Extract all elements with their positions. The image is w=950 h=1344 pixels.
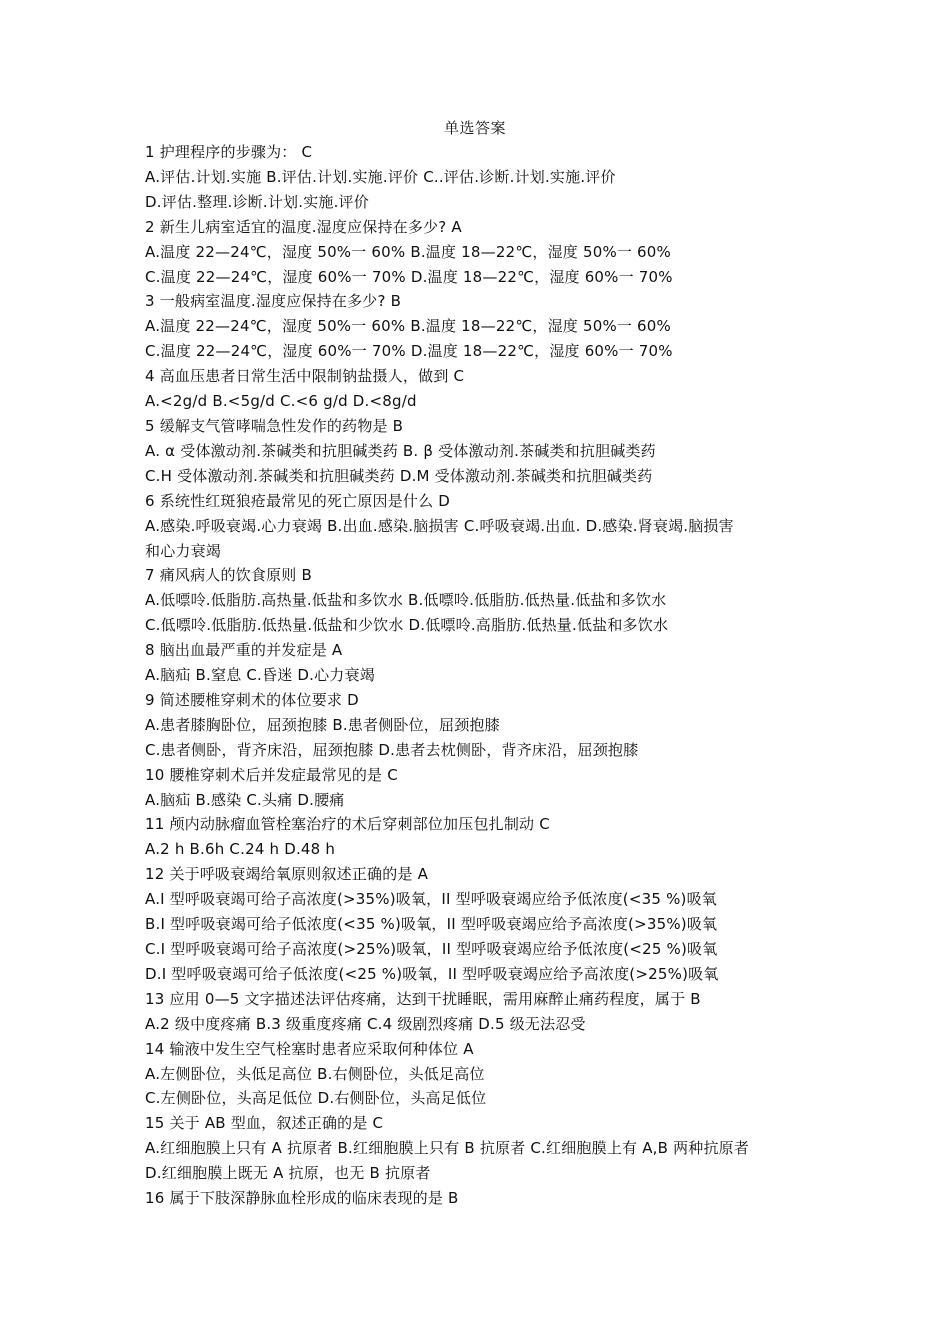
question-12-option-c: C.I 型呼吸衰竭可给子高浓度(>25%)吸氧，II 型呼吸衰竭应给予低浓度(<25 %)吸氧 [145, 940, 718, 958]
question-10: 10 腰椎穿刺术后并发症最常见的是 C [145, 765, 398, 784]
question-16: 16 属于下肢深静脉血栓形成的临床表现的是 B [145, 1189, 459, 1208]
question-1: 1 护理程序的步骤为： C [145, 143, 313, 161]
question-13-options: A.2 级中度疼痛 B.3 级重度疼痛 C.4 级剧烈疼痛 D.5 级无法忍受 [145, 1014, 586, 1033]
question-9: 9 简述腰椎穿刺术的体位要求 D [145, 690, 359, 709]
question-3-options-a-b: A.温度 22—24℃，湿度 50%一 60% B.温度 18—22℃，湿度 50%一 60% [145, 317, 672, 336]
question-13: 13 应用 0—5 文字描述法评估疼痛，达到干扰睡眠，需用麻醉止痛药程度，属于 B [145, 989, 701, 1008]
question-6-options-continued: 和心力衰竭 [145, 541, 222, 560]
question-15: 15 关于 AB 型血，叙述正确的是 C [145, 1114, 384, 1133]
question-2: 2 新生儿病室适宜的温度.湿度应保持在多少? A [145, 217, 462, 236]
question-4-options: A.<2g/d B.<5g/d C.<6 g/d D.<8g/d [145, 392, 417, 411]
question-6-options: A.感染.呼吸衰竭.心力衰竭 B.出血.感染.脑损害 C.呼吸衰竭.出血. D.感染.肾衰竭.脑损害 [145, 516, 734, 535]
question-11-options: A.2 h B.6h C.24 h D.48 h [145, 840, 336, 859]
question-10-options: A.脑疝 B.感染 C.头痛 D.腰痛 [145, 790, 345, 809]
question-15-options-a-c: A.红细胞膜上只有 A 抗原者 B.红细胞膜上只有 B 抗原者 C.红细胞膜上有 A,B 两种抗原者 [145, 1139, 750, 1158]
question-8: 8 脑出血最严重的并发症是 A [145, 641, 343, 660]
question-15-option-d: D.红细胞膜上既无 A 抗原，也无 B 抗原者 [145, 1164, 431, 1183]
document-content [145, 140, 815, 1211]
question-5-options-a-b: A. α 受体激动剂.茶碱类和抗胆碱类药 B. β 受体激动剂.茶碱类和抗胆碱类药 [145, 441, 656, 460]
question-2-options-c-d: C.温度 22—24℃，湿度 60%一 70% D.温度 18—22℃，湿度 60%一 70% [145, 267, 673, 286]
question-11: 11 颅内动脉瘤血管栓塞治疗的术后穿刺部位加压包扎制动 C [145, 815, 550, 834]
question-12-option-b: B.I 型呼吸衰竭可给子低浓度(<35 %)吸氧，II 型呼吸衰竭应给予高浓度(>35%)吸氧 [145, 915, 718, 934]
question-7: 7 痛风病人的饮食原则 B [145, 566, 312, 585]
question-2-options-a-b: A.温度 22—24℃，湿度 50%一 60% B.温度 18—22℃，湿度 50%一 60% [145, 242, 672, 261]
question-14-options-a-b: A.左侧卧位，头低足高位 B.右侧卧位，头低足高位 [145, 1064, 485, 1083]
question-8-options: A.脑疝 B.窒息 C.昏迷 D.心力衰竭 [145, 666, 375, 685]
question-4: 4 高血压患者日常生活中限制钠盐摄人，做到 C [145, 367, 465, 386]
document-title: 单选答案 [443, 119, 506, 137]
question-12: 12 关于呼吸衰竭给氧原则叙述正确的是 A [145, 865, 429, 884]
question-14: 14 输液中发生空气栓塞时患者应采取何种体位 A [145, 1039, 474, 1058]
question-9-options-a-b: A.患者膝胸卧位，屈颈抱膝 B.患者侧卧位，屈颈抱膝 [145, 715, 500, 734]
question-1-options-a-c: A.评估.计划.实施 B.评估.计划.实施.评价 C..评估.诊断.计划.实施.评价 [145, 167, 616, 186]
question-6: 6 系统性红斑狼疮最常见的死亡原因是什么 D [145, 491, 451, 510]
question-9-options-c-d: C.患者侧卧，背齐床沿，屈颈抱膝 D.患者去枕侧卧，背齐床沿，屈颈抱膝 [145, 740, 639, 759]
question-12-option-d: D.I 型呼吸衰竭可给子低浓度(<25 %)吸氧，II 型呼吸衰竭应给予高浓度(>25%)吸氧 [145, 964, 719, 983]
question-12-option-a: A.I 型呼吸衰竭可给子高浓度(>35%)吸氧，II 型呼吸衰竭应给予低浓度(<35 %)吸氧 [145, 890, 717, 909]
question-5: 5 缓解支气管哮喘急性发作的药物是 B [145, 416, 404, 435]
question-3-options-c-d: C.温度 22—24℃，湿度 60%一 70% D.温度 18—22℃，湿度 60%一 70% [145, 342, 673, 361]
question-7-options-c-d: C.低嘌呤.低脂肪.低热量.低盐和少饮水 D.低嘌呤.高脂肪.低热量.低盐和多饮水 [145, 616, 669, 635]
question-14-options-c-d: C.左侧卧位，头高足低位 D.右侧卧位，头高足低位 [145, 1089, 487, 1108]
question-7-options-a-b: A.低嘌呤.低脂肪.高热量.低盐和多饮水 B.低嘌呤.低脂肪.低热量.低盐和多饮水 [145, 591, 667, 610]
question-1-option-d: D.评估.整理.诊断.计划.实施.评价 [145, 192, 369, 211]
question-3: 3 一般病室温度.湿度应保持在多少? B [145, 292, 402, 311]
question-5-options-c-d: C.H 受体激动剂.茶碱类和抗胆碱类药 D.M 受体激动剂.茶碱类和抗胆碱类药 [145, 466, 653, 485]
